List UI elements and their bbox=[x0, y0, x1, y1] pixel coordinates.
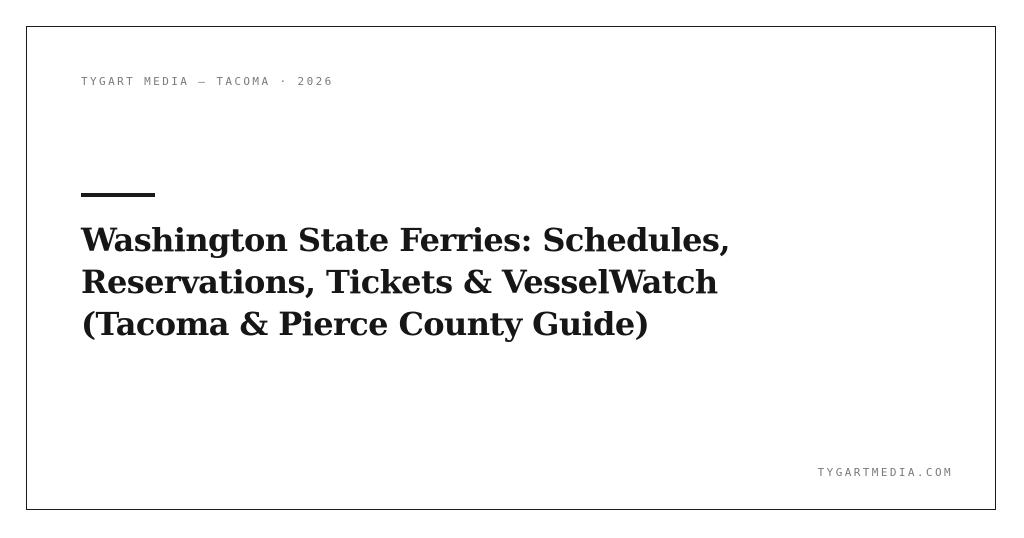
article-headline bbox=[81, 219, 901, 345]
headline-line-3: (Tacoma & Pierce County Guide) bbox=[81, 305, 650, 343]
site-domain: TYGARTMEDIA.COM bbox=[817, 466, 953, 479]
accent-rule bbox=[81, 193, 155, 197]
title-card bbox=[26, 26, 996, 510]
publication-kicker: TYGART MEDIA — TACOMA · 2026 bbox=[81, 75, 334, 88]
headline-line-2: Reservations, Tickets & VesselWatch bbox=[81, 263, 718, 301]
headline-line-1: Washington State Ferries: Schedules, bbox=[81, 221, 730, 259]
